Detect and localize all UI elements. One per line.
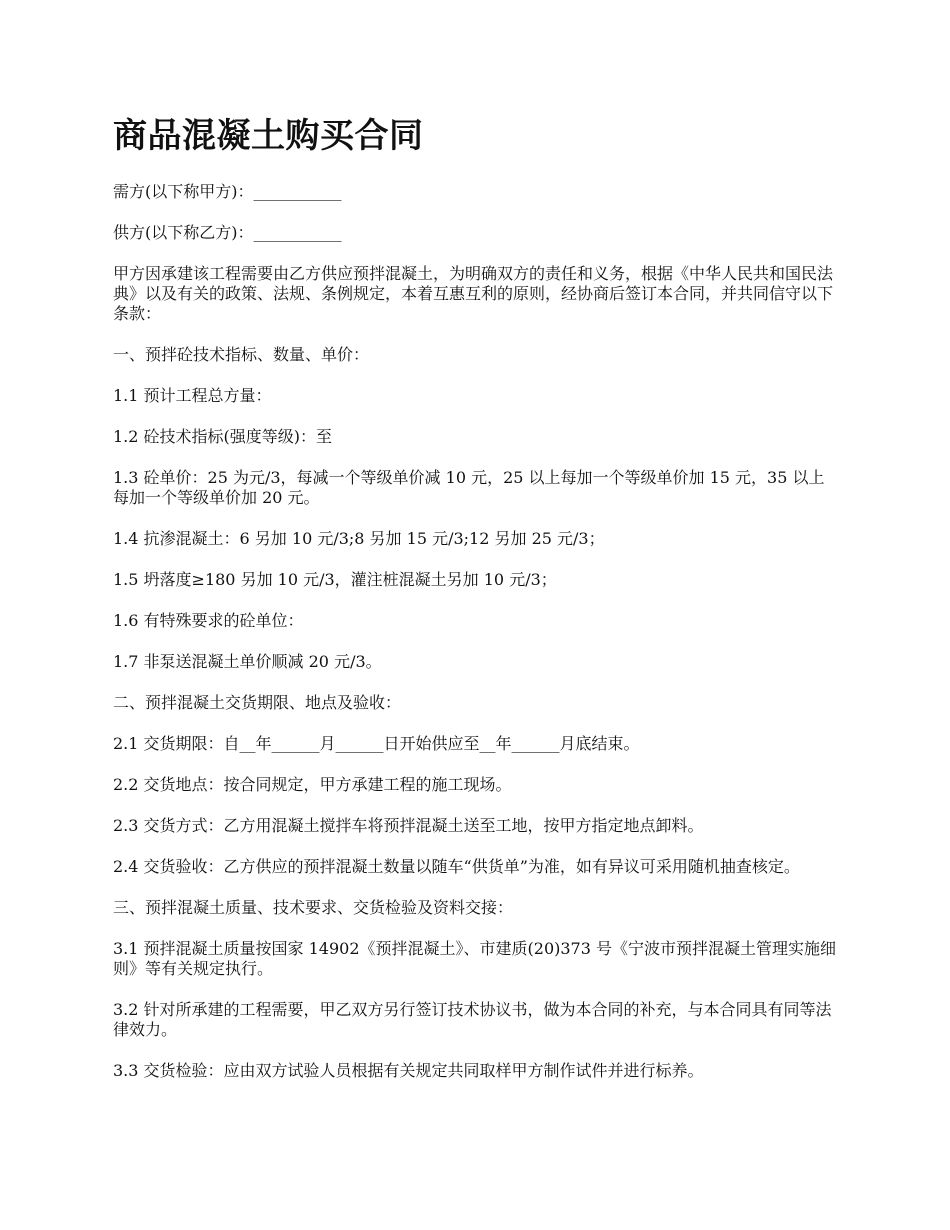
clause-1-7: 1.7 非泵送混凝土单价顺减 20 元/3。 [113, 652, 382, 671]
clause-1-5: 1.5 坍落度≥180 另加 10 元/3，灌注桩混凝土另加 10 元/3； [113, 570, 557, 589]
section-heading-1: 一、预拌砼技术指标、数量、单价： [113, 345, 370, 364]
clause-1-6: 1.6 有特殊要求的砼单位： [113, 611, 304, 630]
clause-1-1: 1.1 预计工程总方量： [113, 386, 272, 405]
supplier-line: 供方(以下称乙方)：___________ [113, 223, 342, 242]
preamble-paragraph: 甲方因承建该工程需要由乙方供应预拌混凝土，为明确双方的责任和义务，根据《中华人民共和国民法典》以及有关的政策、法规、条例规定，本着互惠互利的原则，经协商后签订本合同，并共同信守以下条款： [113, 264, 834, 323]
document-title: 商品混凝土购买合同 [113, 116, 424, 156]
clause-3-1: 3.1 预拌混凝土质量按国家 14902《预拌混凝土》、市建质(20)373 号《宁波市预拌混凝土管理实施细则》等有关规定执行。 [113, 939, 836, 978]
clause-2-4: 2.4 交货验收：乙方供应的预拌混凝土数量以随车“供货单”为准，如有异议可采用随机抽查核定。 [113, 857, 800, 876]
clause-2-2: 2.2 交货地点：按合同规定，甲方承建工程的施工现场。 [113, 775, 512, 794]
section-heading-3: 三、预拌混凝土质量、技术要求、交货检验及资料交接： [113, 898, 514, 917]
buyer-line: 需方(以下称甲方)：___________ [113, 182, 342, 201]
clause-2-1: 2.1 交货期限：自__年______月______日开始供应至__年______月底结束。 [113, 734, 640, 753]
clause-1-4: 1.4 抗渗混凝土：6 另加 10 元/3;8 另加 15 元/3;12 另加 25 元/3； [113, 529, 605, 548]
clause-3-2: 3.2 针对所承建的工程需要，甲乙双方另行签订技术协议书，做为本合同的补充，与本合同具有同等法律效力。 [113, 1000, 832, 1039]
clause-3-3: 3.3 交货检验：应由双方试验人员根据有关规定共同取样甲方制作试件并进行标养。 [113, 1061, 704, 1080]
section-heading-2: 二、预拌混凝土交货期限、地点及验收： [113, 693, 402, 712]
clause-1-2: 1.2 砼技术指标(强度等级)：至 [113, 427, 333, 446]
document-page [113, 112, 838, 1102]
clause-1-3: 1.3 砼单价：25 为元/3，每减一个等级单价减 10 元，25 以上每加一个等级单价加 15 元，35 以上每加一个等级单价加 20 元。 [113, 468, 825, 507]
clause-2-3: 2.3 交货方式：乙方用混凝土搅拌车将预拌混凝土送至工地，按甲方指定地点卸料。 [113, 816, 704, 835]
